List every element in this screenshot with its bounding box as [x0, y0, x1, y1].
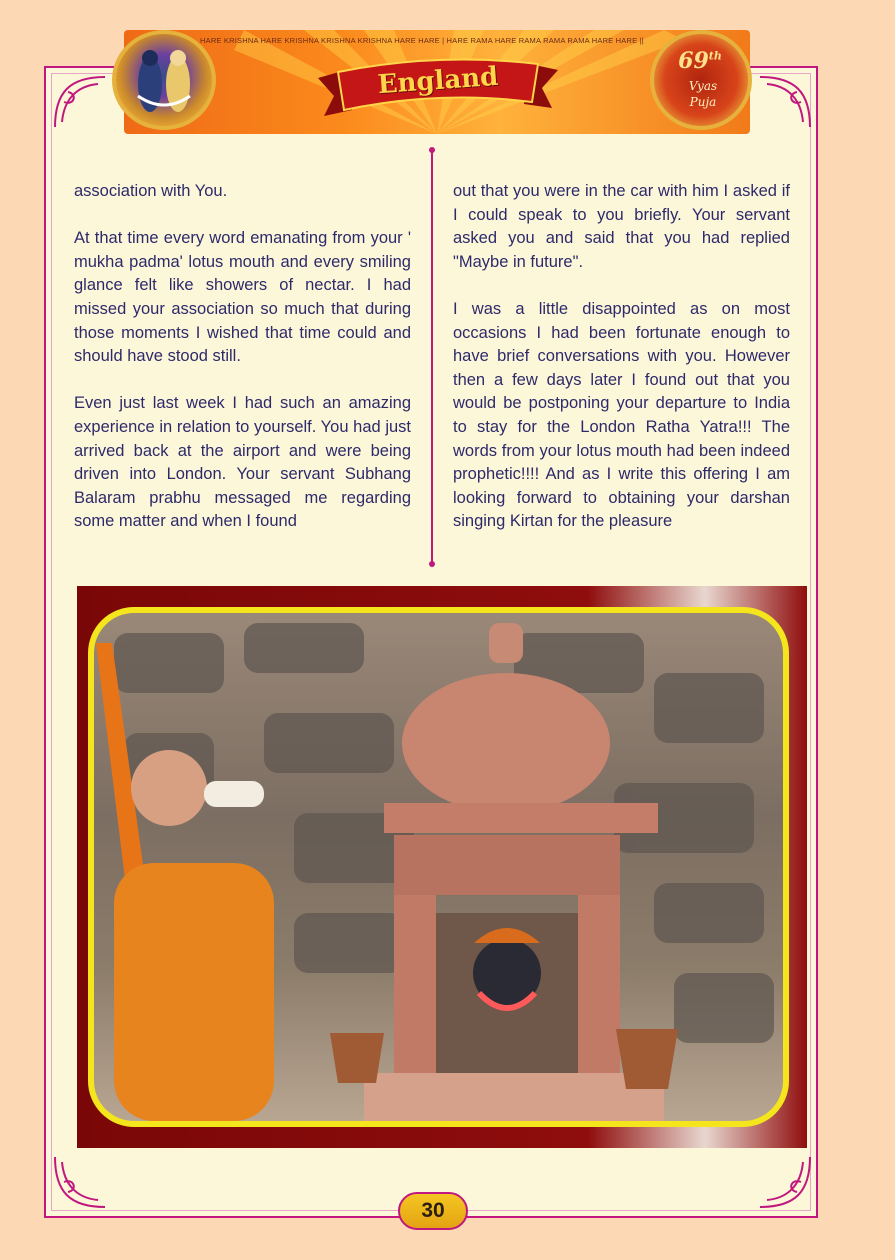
- corner-flourish-top-right: [755, 72, 815, 132]
- corner-flourish-bottom-right: [755, 1152, 815, 1212]
- right-text-column: [453, 180, 790, 534]
- section-title: England: [376, 61, 500, 101]
- left-text-column: [74, 180, 411, 534]
- badge-label: Vyas Puja: [688, 79, 718, 109]
- badge-number: 69th: [678, 48, 722, 74]
- page-number: 30: [398, 1192, 468, 1230]
- paragraph: I was a little disappointed as on most occasions I had been fortunate enough to have brief conversations with you. However then a few days later I found out that you would be postponing your departure to India to stay for the London Ratha Yatra!!! The words from your lotus mouth had been indeed prophetic!!!! And as I write this offering I am looking forward to obtaining your darshan singing Kirtan for the pleasure: [453, 299, 790, 531]
- paragraph: Even just last week I had such an amazing experience in relation to yourself. You had just arrived back at the airport and were being driven into London. Your servant Subhang Balaram prabhu messaged me regarding some matter and when I found: [74, 394, 411, 531]
- corner-flourish-top-left: [50, 72, 110, 132]
- paragraph: association with You.: [74, 182, 228, 200]
- column-divider: [431, 150, 433, 564]
- corner-flourish-bottom-left: [50, 1152, 110, 1212]
- deity-figures: [116, 34, 212, 126]
- shrine-photo: [88, 607, 789, 1127]
- paragraph: At that time every word emanating from your ' mukha padma' lotus mouth and every smiling glance felt like showers of nectar. I had missed your association so much that during those moments I wished that time could and should have stood still.: [74, 229, 411, 366]
- mantra-text: HARE KRISHNA HARE KRISHNA KRISHNA KRISHNA HARE HARE | HARE RAMA HARE RAMA RAMA RAMA HARE HARE ||: [200, 36, 644, 45]
- shrine-illustration: [94, 613, 783, 1121]
- paragraph: out that you were in the car with him I asked if I could speak to you briefly. Your servant asked you and said that you had replied "Maybe in future".: [453, 182, 790, 271]
- deity-medallion-image: [112, 30, 216, 130]
